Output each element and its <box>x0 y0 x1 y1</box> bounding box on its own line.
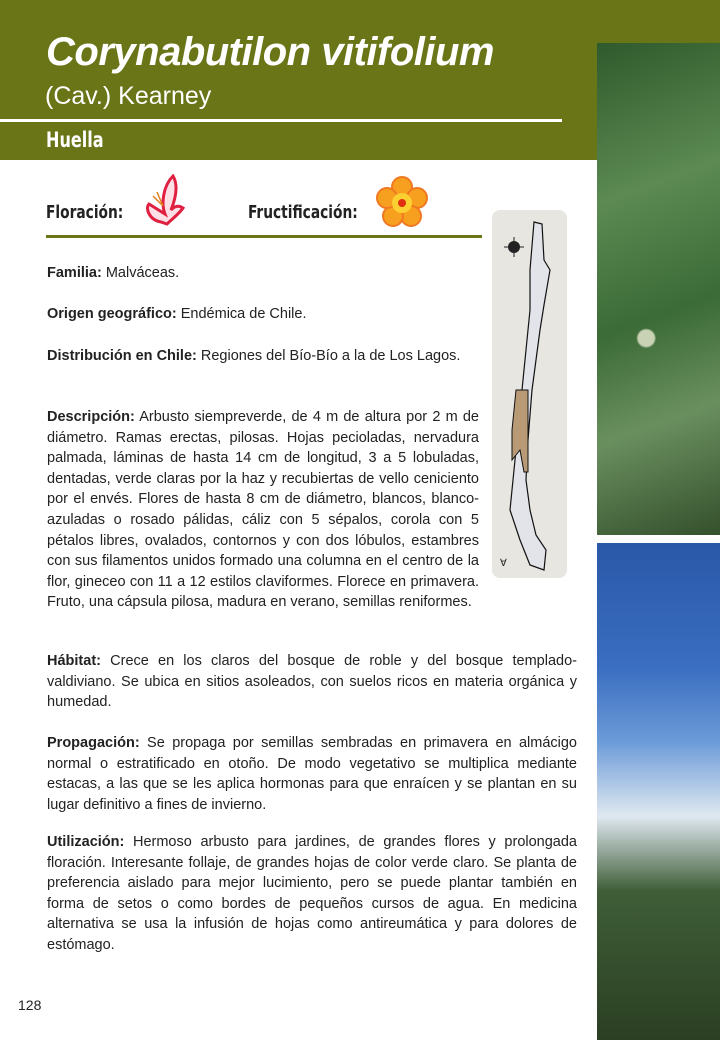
field-value: Se propaga por semillas sembradas en primavera en almácigo normal o estratificado en otoño. De modo vegetativo se multiplica mediante estacas, a las que se les aplica hormonas para que enraícen y se plantan en su lugar definitivo a fines de invierno. <box>47 735 577 813</box>
field-label: Origen geográfico: <box>47 306 177 322</box>
fruiting-label: Fructificación: <box>248 202 358 223</box>
shrub-photo <box>597 543 720 1040</box>
field-label: Familia: <box>47 265 102 281</box>
species-author: (Cav.) Kearney <box>45 82 212 110</box>
divider <box>46 235 482 238</box>
page-number: 128 <box>18 997 42 1013</box>
habitat-paragraph <box>47 651 577 713</box>
origin-paragraph <box>47 304 477 325</box>
propagation-paragraph <box>47 733 577 815</box>
plant-photo <box>597 43 720 535</box>
field-value: Regiones del Bío-Bío a la de Los Lagos. <box>196 348 461 364</box>
field-value: Malváceas. <box>101 265 180 281</box>
usage-paragraph <box>47 832 577 956</box>
section-title: Huella <box>46 128 104 152</box>
field-value: Endémica de Chile. <box>176 306 307 322</box>
divider <box>0 119 562 122</box>
description-paragraph <box>47 407 479 613</box>
chile-map <box>492 210 567 578</box>
species-title: Corynabutilon vitifolium <box>46 30 494 74</box>
field-value: Hermoso arbusto para jardines, de grandes flores y prolongada floración. Interesante follaje, de grandes hojas de color verde claro. Se planta de preferencia aislado para mejor lucimiento, pero se puede plantar también en forma de setos o como bordes de pequeños cursos de agua. En medicina alternativa se usa la infusión de hojas como antireumática y para dolores de estómago. <box>47 834 577 953</box>
field-label: Utilización: <box>47 834 125 850</box>
distribution-map <box>492 210 567 578</box>
family-paragraph <box>47 263 477 284</box>
compass-icon <box>504 237 524 257</box>
butterfly-icon <box>143 174 189 228</box>
svg-text:∀: ∀ <box>500 558 507 569</box>
field-value: Crece en los claros del bosque de roble y del bosque templado-valdiviano. Se ubica en sitios asoleados, con suelos ricos en materia orgánica y humedad. <box>47 653 577 711</box>
flowering-label: Floración: <box>46 202 124 223</box>
field-value: Arbusto siempreverde, de 4 m de altura por 2 m de diámetro. Ramas erectas, pilosas. Hojas pecioladas, nervadura palmada, láminas de hasta 14 cm de longitud, 3 a 5 lobuladas, dentadas, verde claras por la haz y recubiertas de vello ceniciento por el envés. Flores de hasta 8 cm de diámetro, blancos, blanco-azuladas o rosado pálidas, cáliz con 5 sépalos, corola con 5 pétalos libres, ovalados, contornos y con dos lóbulos, estambres con sus filamentos unidos formado una columna en el centro de la flor, gineceo con 11 a 12 estilos claviformes. Florece en primavera. Fruto, una cápsula pilosa, madura en verano, semillas reniformes. <box>47 409 479 611</box>
field-label: Descripción: <box>47 409 135 425</box>
field-label: Distribución en Chile: <box>47 348 197 364</box>
field-label: Propagación: <box>47 735 140 751</box>
flower-icon <box>376 176 428 228</box>
field-label: Hábitat: <box>47 653 101 669</box>
distribution-paragraph <box>47 346 479 367</box>
